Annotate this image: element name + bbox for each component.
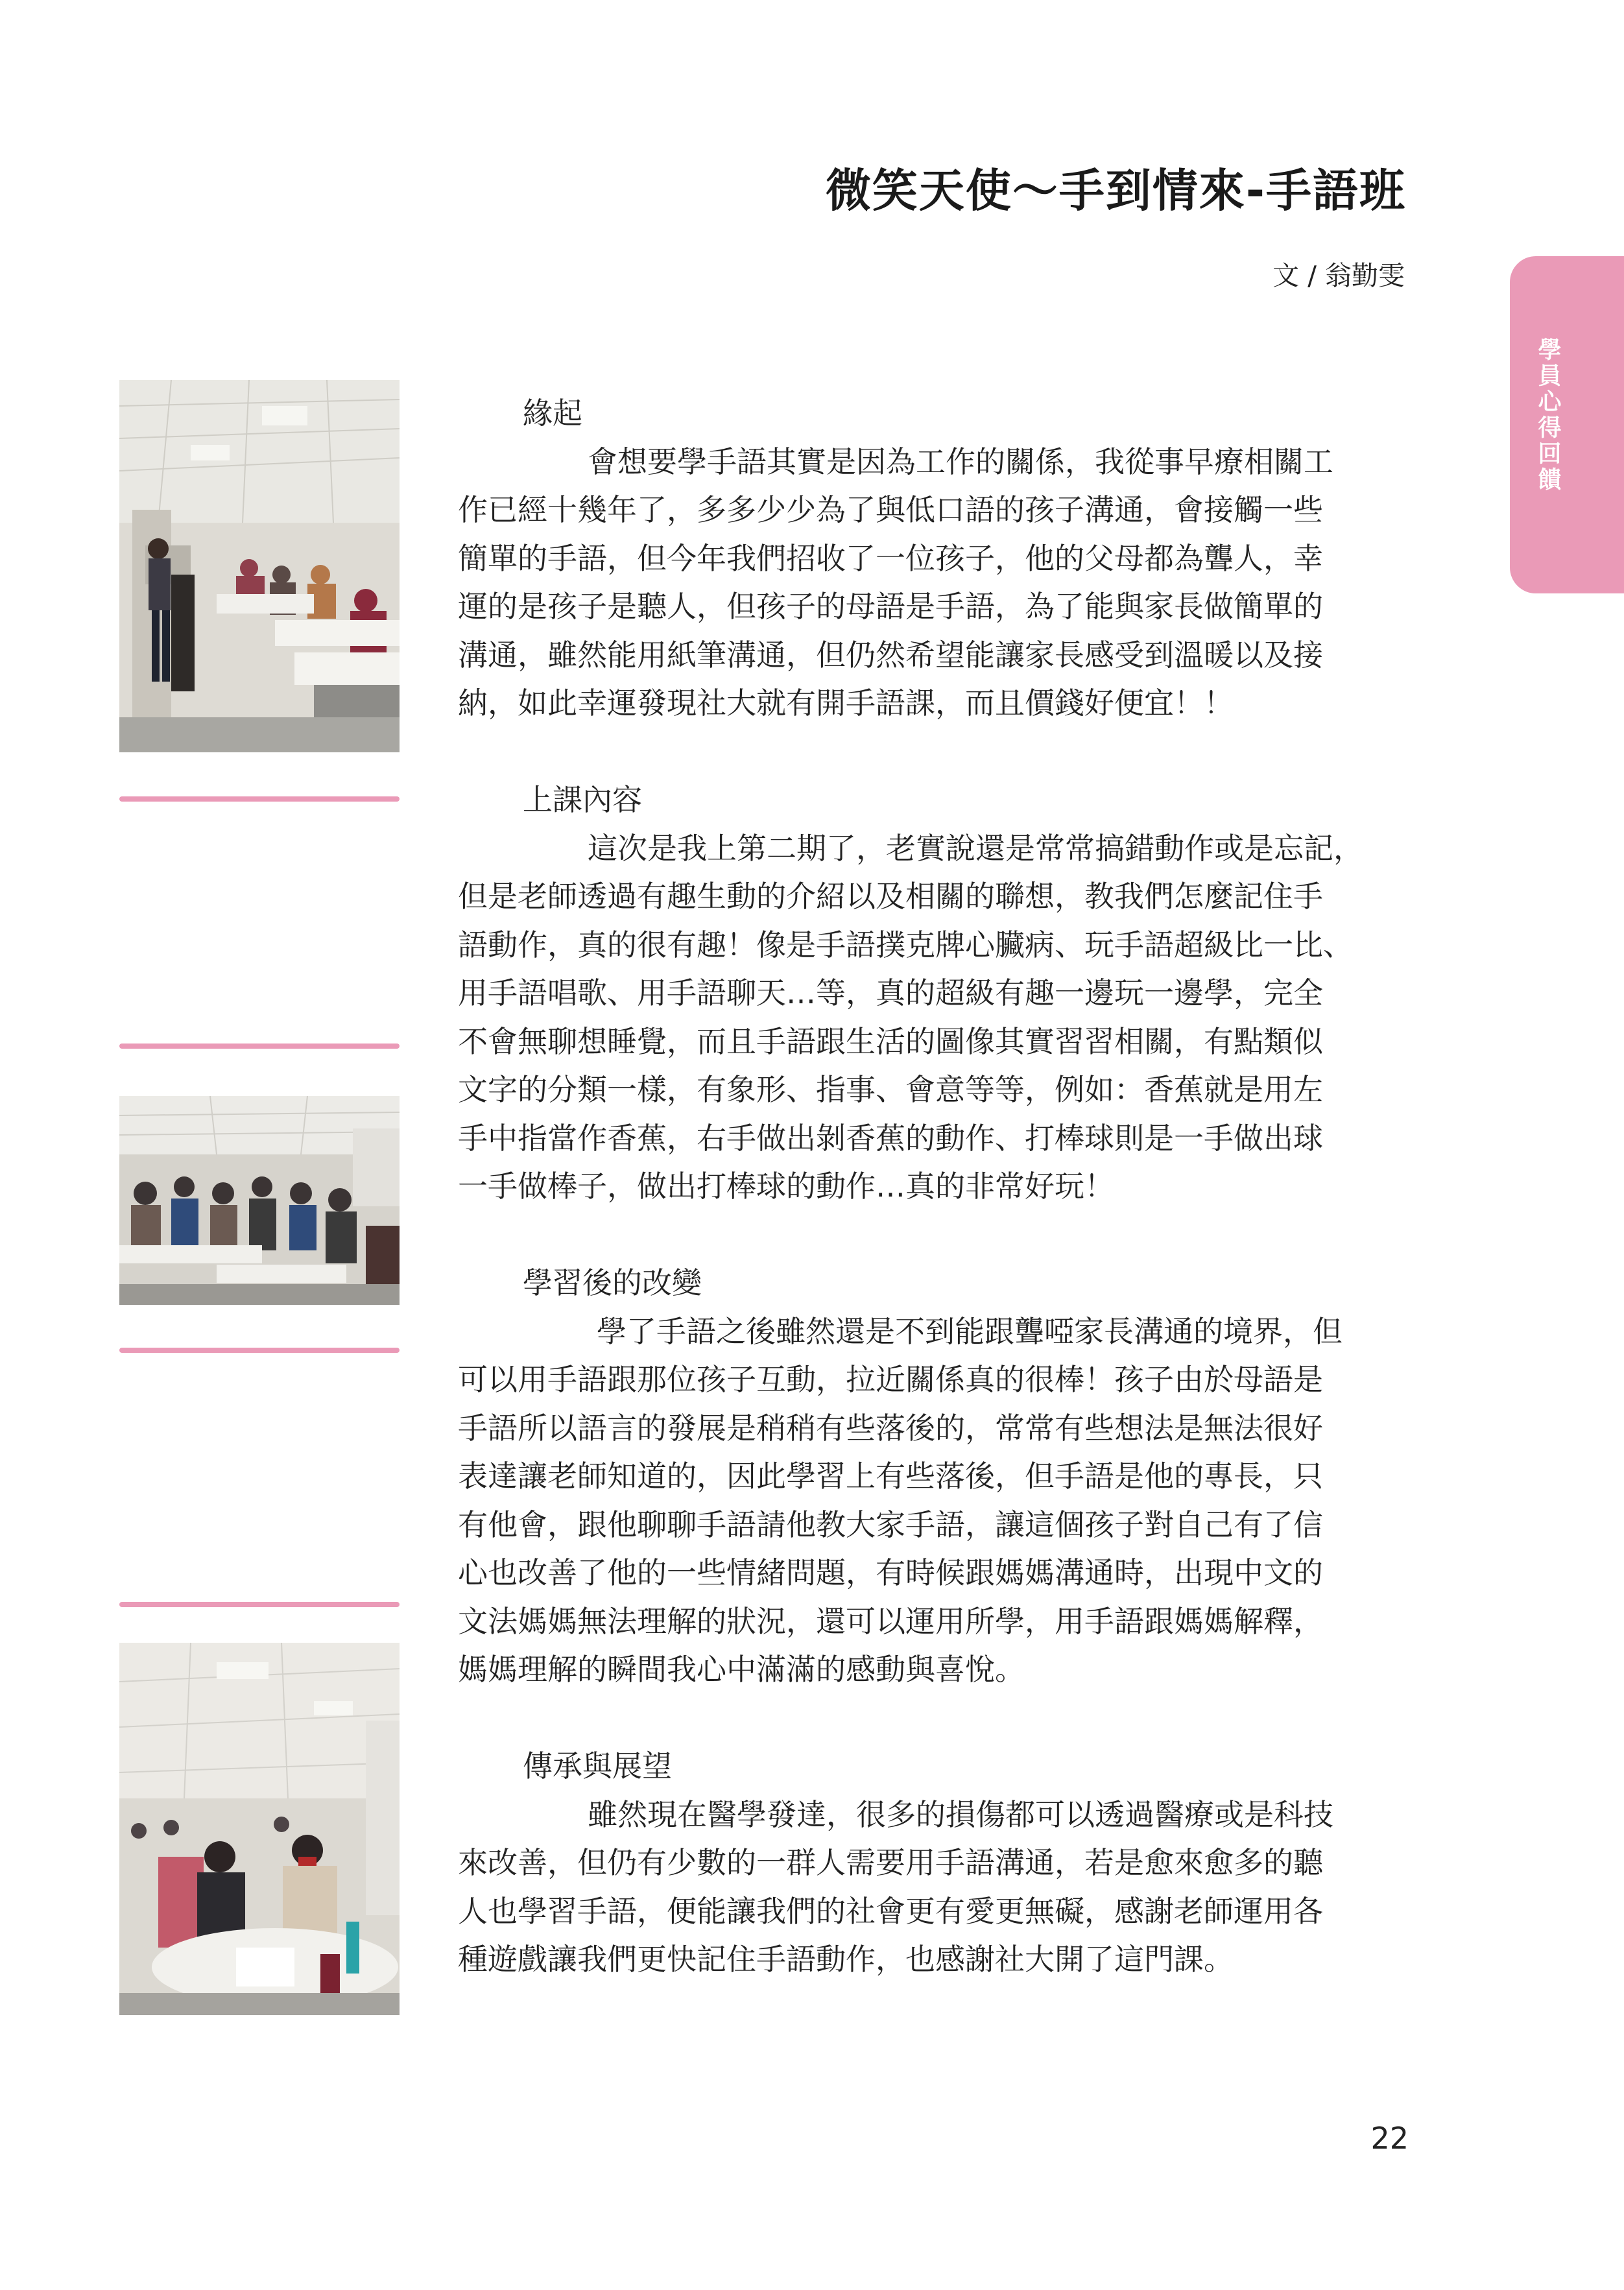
paragraph-line: 文字的分類一樣，有象形、指事、會意等等，例如：香蕉就是用左	[458, 1072, 1323, 1107]
paragraph-line: 手語所以語言的發展是稍稍有些落後的，常常有些想法是無法很好	[458, 1410, 1323, 1446]
classroom-photo-3	[119, 1643, 400, 2015]
paragraph-line: 語動作，真的很有趣！像是手語撲克牌心臟病、玩手語超級比一比、	[458, 927, 1353, 962]
classroom-photo-2	[119, 1096, 400, 1305]
paragraph-line: 會想要學手語其實是因為工作的關係，我從事早療相關工	[588, 444, 1333, 479]
decorative-divider	[119, 1044, 400, 1049]
paragraph-line: 不會無聊想睡覺，而且手語跟生活的圖像其實習習相關，有點類似	[458, 1023, 1323, 1059]
page-number: 22	[1370, 2121, 1409, 2156]
paragraph-line: 表達讓老師知道的，因此學習上有些落後，但手語是他的專長，只	[458, 1459, 1323, 1494]
paragraph-line: 簡單的手語，但今年我們招收了一位孩子，他的父母都為聾人，幸	[458, 540, 1323, 576]
section-side-tab	[1510, 256, 1624, 593]
section-heading: 上課內容	[523, 782, 642, 817]
article-body	[458, 389, 1411, 1984]
section-heading: 學習後的改變	[523, 1265, 702, 1300]
paragraph-line: 用手語唱歌、用手語聊天…等，真的超級有趣一邊玩一邊學，完全	[458, 975, 1323, 1010]
paragraph-line: 一手做棒子，做出打棒球的動作…真的非常好玩！	[458, 1169, 1114, 1204]
paragraph-line: 來改善，但仍有少數的一群人需要用手語溝通，若是愈來愈多的聽	[458, 1845, 1323, 1880]
decorative-divider	[119, 1348, 400, 1353]
paragraph-line: 手中指當作香蕉，右手做出剝香蕉的動作、打棒球則是一手做出球	[458, 1120, 1323, 1156]
paragraph-line: 媽媽理解的瞬間我心中滿滿的感動與喜悅。	[458, 1652, 1025, 1687]
paragraph-line: 溝通，雖然能用紙筆溝通，但仍然希望能讓家長感受到溫暖以及接	[458, 637, 1323, 673]
section-heading: 緣起	[523, 396, 582, 431]
side-tab-label: 學員心得回饋	[1534, 337, 1561, 493]
paragraph-line: 這次是我上第二期了，老實說還是常常搞錯動作或是忘記，	[588, 830, 1363, 866]
paragraph-line: 人也學習手語，便能讓我們的社會更有愛更無礙，感謝老師運用各	[458, 1893, 1323, 1929]
section-heading: 傳承與展望	[523, 1748, 672, 1783]
paragraph-line: 文法媽媽無法理解的狀況，還可以運用所學，用手語跟媽媽解釋，	[458, 1603, 1323, 1639]
decorative-divider	[119, 796, 400, 802]
paragraph-line: 雖然現在醫學發達，很多的損傷都可以透過醫療或是科技	[588, 1796, 1333, 1832]
author-byline: 文 / 翁勤雯	[1272, 260, 1405, 291]
decorative-divider	[119, 1602, 400, 1607]
paragraph-line: 有他會，跟他聊聊手語請他教大家手語，讓這個孩子對自己有了信	[458, 1507, 1323, 1542]
paragraph-line: 心也改善了他的一些情緒問題，有時候跟媽媽溝通時，出現中文的	[458, 1555, 1323, 1590]
classroom-photo-1	[119, 380, 400, 752]
paragraph-line: 學了手語之後雖然還是不到能跟聾啞家長溝通的境界，但	[597, 1313, 1343, 1349]
paragraph-line: 可以用手語跟那位孩子互動，拉近關係真的很棒！孩子由於母語是	[458, 1362, 1323, 1397]
paragraph-line: 種遊戲讓我們更快記住手語動作，也感謝社大開了這門課。	[458, 1942, 1234, 1977]
paragraph-line: 納，如此幸運發現社大就有開手語課，而且價錢好便宜！！	[458, 686, 1234, 721]
paragraph-line: 運的是孩子是聽人，但孩子的母語是手語，為了能與家長做簡單的	[458, 589, 1323, 624]
paragraph-line: 但是老師透過有趣生動的介紹以及相關的聯想，教我們怎麼記住手	[458, 879, 1323, 914]
article-title: 微笑天使～手到情來-手語班	[825, 164, 1406, 217]
paragraph-line: 作已經十幾年了，多多少少為了與低口語的孩子溝通，會接觸一些	[458, 492, 1323, 527]
